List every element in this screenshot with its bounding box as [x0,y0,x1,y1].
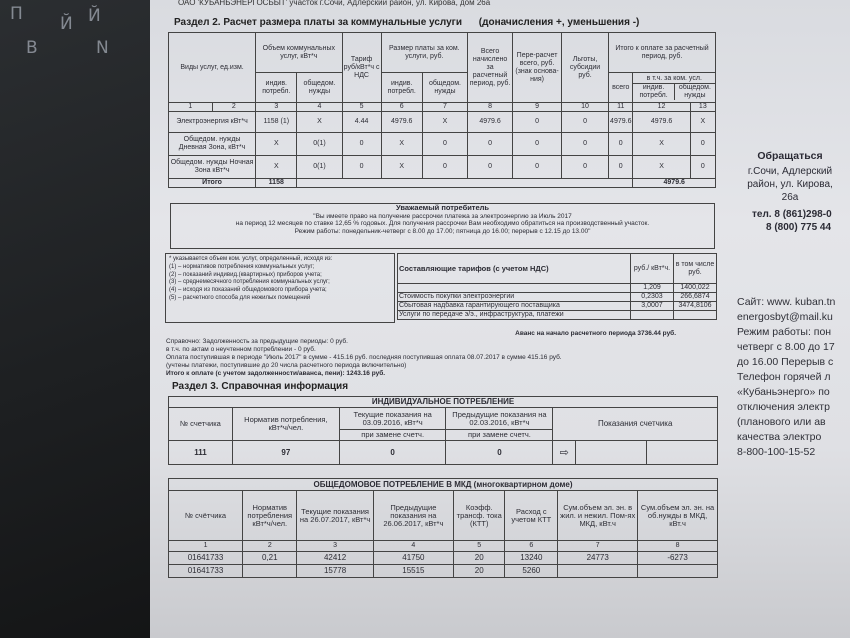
table-cell: Электроэнергия кВт*ч [169,112,256,133]
sub-obsch: общедом. нужды [422,73,467,103]
table-cell: X [256,133,297,156]
table-header-row [398,293,717,302]
table-row [169,112,716,133]
table-cell [297,179,633,188]
note-line: в т.ч. по актам о неучтенном потреблении - 0 руб. [166,346,316,353]
table-cell: 111 [169,441,233,465]
table-cell [646,441,717,465]
table-cell: Текущие показания на 26.07.2017, кВт*ч [297,491,373,541]
keyboard-key: Й [60,14,73,34]
table-cell: 3 [297,541,373,552]
table-cell: 0 [422,156,467,179]
table-cell: 6 [505,541,558,552]
table-cell: X [422,112,467,133]
payment-notes [166,330,716,378]
sub-vsego: всего [609,73,633,103]
keyboard-key: В [26,38,38,58]
keyboard-key: Й [88,6,101,26]
header-line: ОАО 'КУБАНЬЭНЕРГОСБЫТ' участок г.Сочи, Адлерский район, ул. Кирова, дом 26а [178,0,491,7]
table-cell: Общедом. нужды Ночная Зона кВт*ч [169,156,256,179]
table-header-row [398,254,717,284]
keyboard-background [0,0,150,638]
consumer-notice [170,203,715,249]
table-cell: 01641733 [169,552,243,565]
table-cell: Составляющие тарифов (с учетом НДС) [398,254,631,284]
table-cell [558,565,638,578]
table-cell: при замене счетч. [339,430,446,441]
table-cell: 0 [513,156,562,179]
table-cell: ИНДИВИДУАЛЬНОЕ ПОТРЕБЛЕНИЕ [169,397,718,408]
contact-address: район, ул. Кирова, [747,179,833,190]
invoice-document [160,0,720,638]
legend-item: (1) – нормативов потребления коммунальных услуг; [169,263,315,270]
table-cell: -6273 [638,552,718,565]
table-cell: 3474,8106 [674,302,717,311]
legend-title: * указывается объем ком. услуг, определенный, исходя из: [169,256,333,262]
table-header-row [169,491,718,541]
contact-address: г.Сочи, Адлерский [747,166,833,177]
building-consumption-table [168,478,718,578]
table-cell: 10 [562,103,609,112]
table-cell: 15778 [297,565,373,578]
table-cell: ОБЩЕДОМОВОЕ ПОТРЕБЛЕНИЕ В МКД (многоквартирном доме) [169,479,718,491]
table-cell: 42412 [297,552,373,565]
table-cell: 0(1) [297,133,342,156]
col-tarif: Тариф руб/кВт*ч с НДС [342,33,381,103]
table-cell: 5 [342,103,381,112]
table-cell: 1,209 [631,284,674,293]
col-itogo: Итого к оплате за расчетный период, руб. [609,33,716,73]
table-cell: Сбытовая надбавка гарантирующего поставщика [398,302,631,311]
volume-legend [165,253,395,323]
table-cell: 1 [169,103,213,112]
info-line: «Кубаньэнерго» по [737,386,830,398]
col-vsego: Всего начислено за расчетный период, руб. [468,33,513,103]
table-cell: 0 [690,156,715,179]
table-cell: 20 [454,565,505,578]
table-cell: при замене счетч. [446,430,553,441]
arrow-icon: ⇨ [553,441,576,465]
table-cell: 4979.6 [633,179,716,188]
info-line: четверг с 8.00 до 17 [737,341,835,353]
table-cell: 12 [633,103,690,112]
legend-item: (3) – среднемесячного потребления коммунальных услуг; [169,279,330,286]
table-cell: 0,2303 [631,293,674,302]
table-row [169,133,716,156]
table-cell: X [381,156,422,179]
table-cell: 7 [422,103,467,112]
sub-obsch2: общедом. нужды [678,84,711,99]
table-cell: 0 [562,112,609,133]
table-cell: 4979.6 [381,112,422,133]
table-cell: 4 [297,103,342,112]
table-header-row [398,284,717,293]
table-header-row [169,479,718,491]
section3-title: Раздел 3. Справочная информация [172,381,349,392]
table-cell: 1400,022 [674,284,717,293]
avans-line: Аванс на начало расчетного периода 3736.44 руб. [515,330,676,337]
table-cell: Сум.объем эл. эн. в жил. и нежил. Пом-ях МКД, кВт.ч [558,491,638,541]
section2-title: Раздел 2. Расчет размера платы за коммунальные услуги (доначисления +, уменьшения -) [174,17,640,28]
table-cell: 24773 [558,552,638,565]
table-cell: 266,6874 [674,293,717,302]
table-cell: 0,21 [243,552,297,565]
table-header-row [169,408,718,430]
table-cell: 2 [212,103,256,112]
keyboard-key: П [10,4,23,24]
table-cell: 97 [232,441,339,465]
info-line: Режим работы: пон [737,326,832,338]
table-row [169,552,718,565]
table-cell [576,441,647,465]
table-cell: 3 [256,103,297,112]
table-cell: 01641733 [169,565,243,578]
table-cell: 8 [638,541,718,552]
table-cell: 0 [339,441,446,465]
keyboard-key: N [96,38,109,58]
table-row [169,441,718,465]
col-obem: Объем коммунальных услуг, кВт*ч [256,33,342,73]
table-cell: 0 [513,112,562,133]
table-cell: 0 [422,133,467,156]
table-cell: в том числе руб. [674,254,717,284]
table-cell: 0 [468,133,513,156]
table-cell: 0 [342,133,381,156]
contact-block [730,150,850,234]
table-cell: 5260 [505,565,558,578]
table-cell: 13 [690,103,715,112]
table-cell: Предыдущие показания на 26.06.2017, кВт*ч [373,491,453,541]
table-cell: 8 [468,103,513,112]
sub-indiv: индив. потребл. [256,73,297,103]
table-cell: Показания счетчика [553,408,718,441]
note-line: Справочно: Задолженность за предыдущие периоды: 0 руб. [166,338,348,345]
table-header-row [398,302,717,311]
contact-address: 26а [781,192,799,203]
table-cell: Норматив потребления кВт*ч/чел. [243,491,297,541]
table-cell: 13240 [505,552,558,565]
table-cell: 0 [562,156,609,179]
sub-indiv: индив. потребл. [381,73,422,103]
table-cell: 6 [381,103,422,112]
table-cell: руб./ кВт*ч. [631,254,674,284]
table-cell: № счетчика [169,408,233,441]
contact-phone: тел. 8 (861)298-0 [752,209,832,220]
note-line: (учтены платежи, поступившие до 20 числа расчетного периода включительно) [166,362,407,369]
table-cell [398,284,631,293]
notice-line: Режим работы: понедельник-четверг с 8.00 до 17.00; пятница до 16.00; перерыв с 12.15 до 13.00" [294,227,591,235]
sub-obsch: общедом. нужды [297,73,342,103]
table-cell: X [633,156,690,179]
table-cell: 0 [446,441,553,465]
service-info [737,295,850,460]
legend-item: (4) – исходя из показаний общедомового прибора учета; [169,287,327,294]
table-cell [633,73,716,103]
table-cell: 2 [243,541,297,552]
col-pere: Пере-расчет всего, руб. (знак основа-ния) [513,33,562,103]
table-cell: 0 [342,156,381,179]
total-row [169,179,716,188]
info-line: качества электро [737,431,822,443]
sub-vtch: в т.ч. за ком. усл. [633,75,715,84]
total-due-line: Итого к оплате (с учетом задолженности/аванса, пени): 1243.16 руб. [166,370,386,377]
table-cell: X [633,133,690,156]
legend-item: (2) – показаний индивид.(квартирных) приборов учета; [169,271,322,278]
col-razmer: Размер платы за ком. услуги, руб. [381,33,467,73]
table-cell: 1158 [256,179,297,188]
table-cell: Услуги по передаче э/э., инфраструктура, платежи [398,311,631,320]
contact-title: Обращаться [757,150,823,162]
info-line: Сайт: www. kuban.tn [737,296,836,308]
table-cell: Норматив потребления, кВт*ч/чел. [232,408,339,441]
table-cell: X [297,112,342,133]
table-header-row [169,33,716,73]
info-line: отключения электр [737,401,830,413]
section2-table [168,32,716,188]
table-cell: 0 [513,133,562,156]
table-cell: X [256,156,297,179]
table-cell: 4979.6 [633,112,690,133]
table-cell: Стоимость покупки электроэнергии [398,293,631,302]
table-cell: 4.44 [342,112,381,133]
contact-phone: 8 (800) 775 44 [766,222,832,233]
table-row [169,156,716,179]
table-cell: 1 [169,541,243,552]
col-vid: Виды услуг, ед.изм. [169,33,256,103]
column-numbers-row [169,541,718,552]
table-cell: 0 [609,133,633,156]
table-cell: Сум.объем эл. эн. на об.нужды в МКД, кВт.ч [638,491,718,541]
table-cell: 0 [690,133,715,156]
notice-line: на период 12 месяцев по ставке 12,65 % годовых. Для получения рассрочки Вам необходимо обратиться на производственный участок. [235,220,650,227]
notice-line: "Вы имеете право на получение рассрочки платежа за электроэнергию за Июль 2017 [313,212,572,220]
table-cell: Итого [169,179,256,188]
note-line: Оплата поступившая в периоде "Июль 2017" в сумме - 415.16 руб. последняя поступившая оплата 08.07.2017 в сумме 415.16 руб. [166,354,562,361]
table-header-row [169,397,718,408]
table-cell: 20 [454,552,505,565]
table-cell: X [690,112,715,133]
table-cell: 5 [454,541,505,552]
table-cell [674,311,717,320]
table-cell: Расход с учетом КТТ [505,491,558,541]
table-cell: 41750 [373,552,453,565]
table-cell: 7 [558,541,638,552]
table-cell: Предыдущие показания на 02.03.2016, кВт*ч [446,408,553,430]
table-row [169,565,718,578]
table-cell [631,311,674,320]
table-cell: 4 [373,541,453,552]
table-cell: 4979.6 [468,112,513,133]
table-cell: 9 [513,103,562,112]
table-cell: 1158 (1) [256,112,297,133]
tariff-table [397,253,717,320]
info-line: 8-800-100-15-52 [737,446,816,458]
table-cell: Коэфф. трансф. тока (КТТ) [454,491,505,541]
notice-title: Уважаемый потребитель [395,203,490,212]
table-cell: 0(1) [297,156,342,179]
individual-consumption-table [168,396,718,465]
info-line: до 16.00 Перерыв с [737,356,834,368]
table-cell: 3,0007 [631,302,674,311]
table-cell: 0 [609,156,633,179]
table-cell: 0 [468,156,513,179]
table-cell: 4979.6 [609,112,633,133]
table-cell: Текущие показания на 03.09.2016, кВт*ч [339,408,446,430]
table-cell: Общедом. нужды Дневная Зона, кВт*ч [169,133,256,156]
column-numbers-row [169,103,716,112]
table-cell [243,565,297,578]
table-cell: X [381,133,422,156]
info-line: Телефон горячей л [737,371,831,383]
info-line: (планового или ав [737,416,826,428]
table-cell: 11 [609,103,633,112]
table-cell [638,565,718,578]
table-cell: 15515 [373,565,453,578]
table-cell: № счётчика [169,491,243,541]
sub-indiv2: индив. потребл. [633,84,674,100]
legend-item: (5) – расчетного способа для нежилых помещений [169,294,311,301]
table-cell: 0 [562,133,609,156]
col-lgoty: Льготы, субсидии руб. [562,33,609,103]
table-header-row [398,311,717,320]
info-line: energosbyt@mail.ku [737,311,833,323]
